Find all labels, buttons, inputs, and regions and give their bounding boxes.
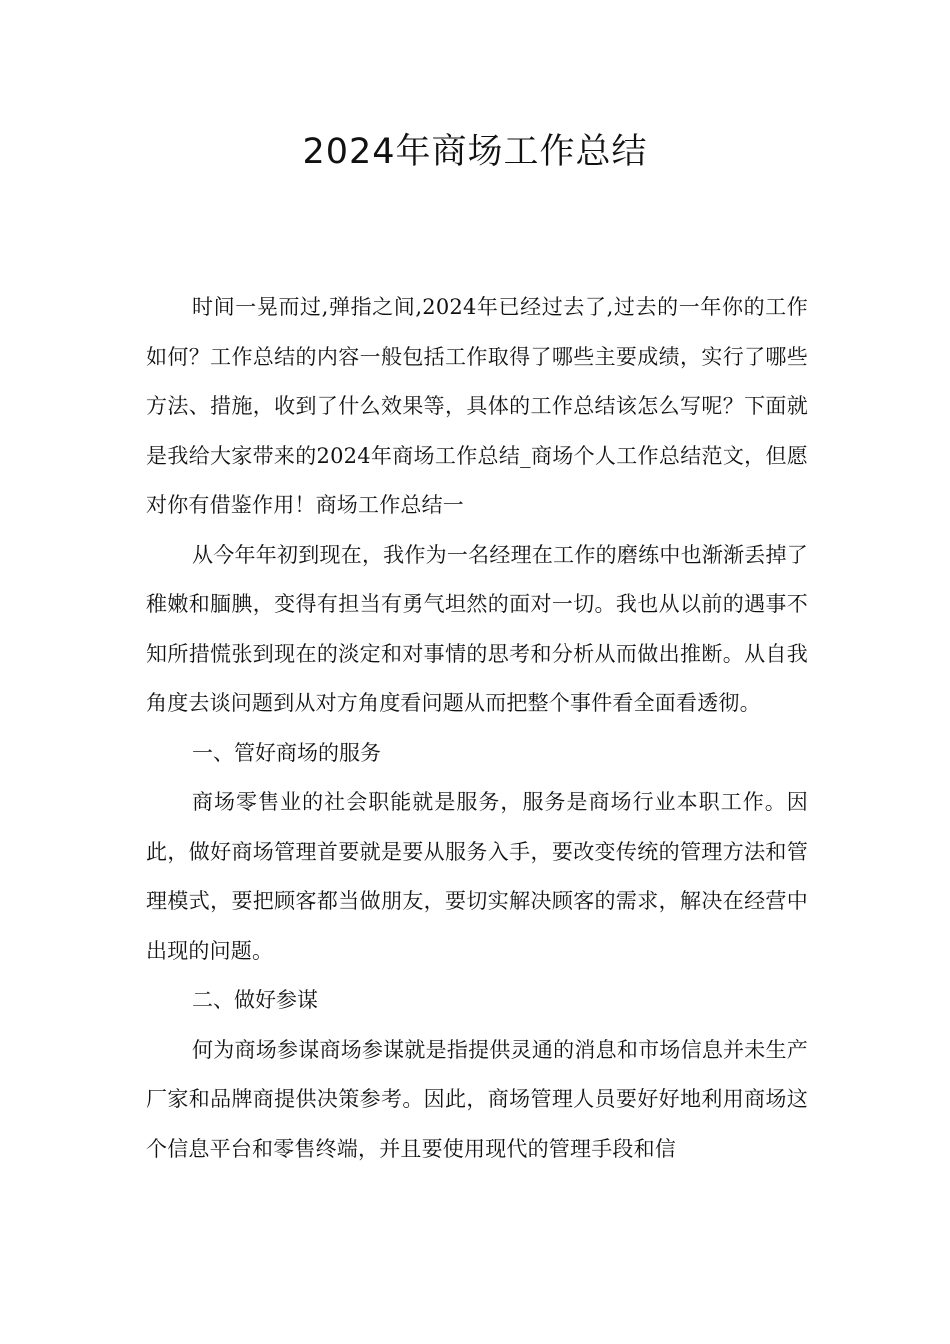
section-heading-advisor: 二、做好参谋 — [192, 988, 318, 1012]
intro-paragraph: 时间一晃而过,弹指之间,2024年已经过去了,过去的一年你的工作如何？工作总结的内容一般包括工作取得了哪些主要成绩，实行了哪些方法、措施，收到了什么效果等，具体的工作总结该怎么写呢？下面就是我给大家带来的2024年商场工作总结_商场个人工作总结范文，但愿对你有借鉴作用！商场工作总结一 — [146, 295, 808, 517]
advisor-paragraph: 何为商场参谋商场参谋就是指提供灵通的消息和市场信息并未生产厂家和品牌商提供决策参考。因此，商场管理人员要好好地利用商场这个信息平台和零售终端，并且要使用现代的管理手段和信 — [146, 1037, 808, 1161]
document-body — [146, 283, 808, 1174]
manager-reflection-paragraph: 从今年年初到现在，我作为一名经理在工作的磨练中也渐渐丢掉了稚嫩和腼腆，变得有担当有勇气坦然的面对一切。我也从以前的遇事不知所措慌张到现在的淡定和对事情的思考和分析从而做出推断。从自我角度去谈问题到从对方角度看问题从而把整个事件看全面看透彻。 — [146, 542, 808, 715]
service-paragraph: 商场零售业的社会职能就是服务，服务是商场行业本职工作。因此，做好商场管理首要就是要从服务入手，要改变传统的管理方法和管理模式，要把顾客都当做朋友，要切实解决顾客的需求，解决在经营中出现的问题。 — [146, 790, 808, 963]
document-title: 2024年商场工作总结 — [302, 132, 648, 172]
section-heading-service: 一、管好商场的服务 — [192, 740, 381, 765]
